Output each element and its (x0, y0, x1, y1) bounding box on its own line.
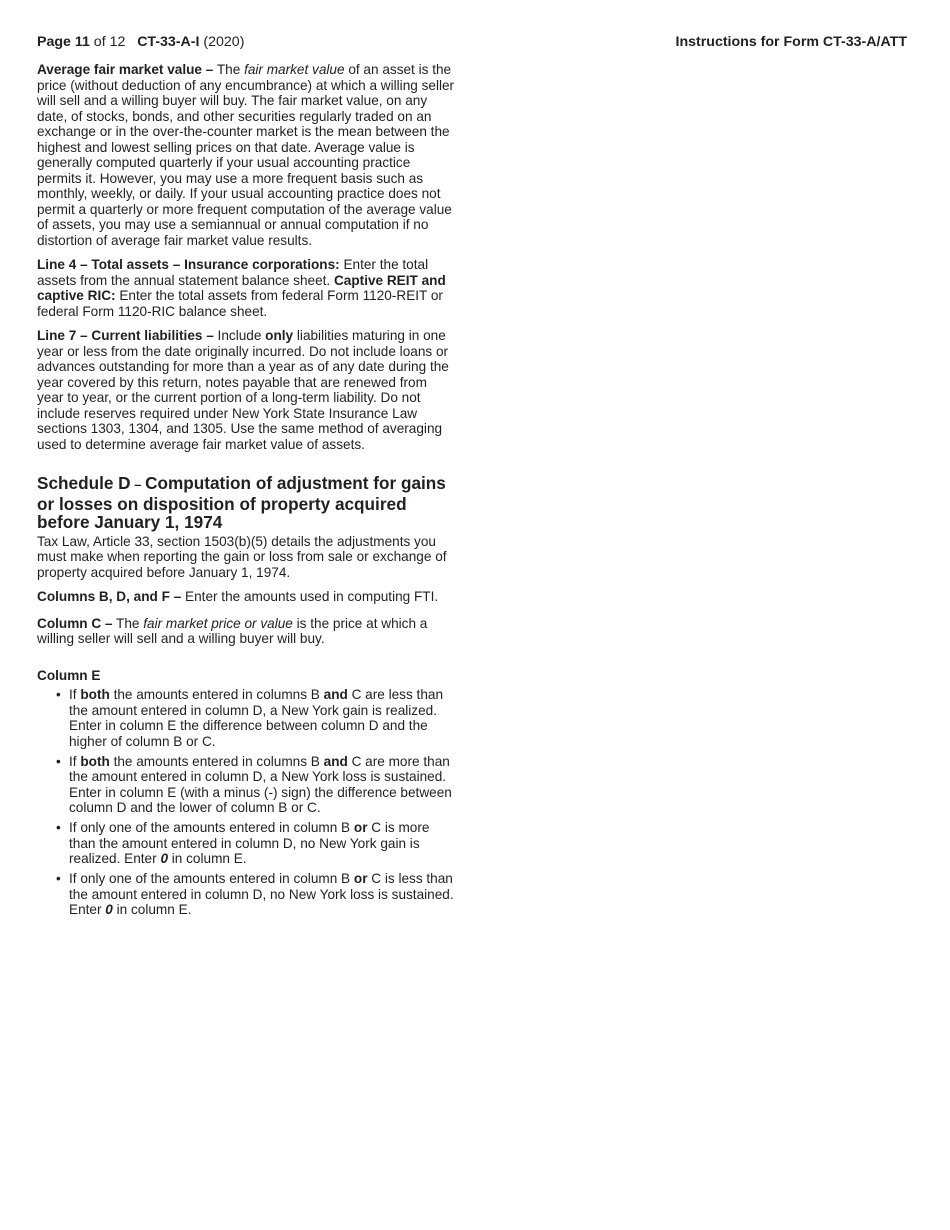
column-c-term: Column C – (37, 615, 113, 631)
document-title: Instructions for Form CT-33-A/ATT (675, 34, 907, 50)
item-text: in column E. (112, 902, 192, 917)
line7-paragraph (37, 328, 457, 452)
list-item (56, 687, 457, 749)
list-item (56, 871, 457, 918)
schedule-d-dash: – (130, 477, 146, 492)
item-text: If (69, 687, 81, 702)
page-info (37, 34, 244, 51)
item-zero: 0 (160, 851, 168, 866)
line4-captive-term: Captive REIT and captive RIC: (37, 272, 446, 303)
line7-only: only (265, 328, 294, 343)
avg-fmv-italic: fair market value (244, 62, 345, 77)
item-text: If only one of the amounts entered in column B (69, 820, 354, 835)
line7-text-1: Include (213, 328, 266, 343)
line7-term: Line 7 – Current liabilities – (37, 328, 214, 343)
item-emphasis: both (80, 687, 110, 702)
item-emphasis: both (80, 753, 110, 769)
column-e-list (37, 687, 457, 918)
columns-bdf-term: Columns B, D, and F – (37, 589, 182, 604)
item-emphasis: or (353, 820, 368, 835)
item-text: C are less than the amount entered in column D, a New York gain is realized. Enter in column E the difference between column D and the higher of column B or C. (69, 687, 444, 749)
bullet: • (56, 871, 61, 886)
avg-fmv-text-2: of an asset is the price (without deduction of any encumbrance) at which a willing seller will sell and a willing buyer will buy. The fair market value, on any date, of stocks, bonds, and other securities regularly traded on an exchange or in the over-the-counter market is the mean between the highest and lowest selling prices on that date. Average value is generally computed quarterly if your usual accounting practice permits it. However, you may use a more frequent basis such as monthly, weekly, or daily. If your usual accounting practice does not permit a quarterly or more frequent computation of the average value of assets, you may use a semiannual or annual computation if no distortion of average fair market value results. (37, 62, 455, 248)
item-emphasis: or (353, 871, 368, 886)
schedule-d-intro: Tax Law, Article 33, section 1503(b)(5) details the adjustments you must make when reporting the gain or loss from sale or exchange of property acquired before January 1, 1974. (37, 533, 447, 580)
line4-text-1: Enter the total assets from the annual statement balance sheet. (37, 257, 429, 288)
avg-fmv-text-1: The (213, 62, 245, 77)
column-c-text-1: The (112, 615, 144, 631)
column-c-italic: fair market price or value (143, 615, 293, 631)
list-item (56, 820, 457, 867)
bullet: • (56, 753, 61, 769)
line7-text-2: liabilities maturing in one year or less from the date originally incurred. Do not include loans or advances outstanding for more than a year as of any date during the year covered by this return, notes payable that are renewed from year to year, or the current portion of a long-term liability. Do not include reserves required under New York State Insurance Law sections 1303, 1304, and 1305. Use the same method of averaging used to determine average fair market value of assets. (37, 328, 449, 452)
item-zero: 0 (105, 902, 113, 917)
bullet: • (56, 687, 61, 702)
content-column (37, 62, 457, 922)
form-year: (2020) (199, 34, 245, 50)
column-e-heading: Column E (37, 667, 101, 683)
page-number: Page 11 (37, 34, 90, 50)
item-text: C are more than the amount entered in column D, a New York loss is sustained. Enter in column E (with a minus (-) sign) the difference between column D and the lower of column B or C. (69, 753, 452, 815)
item-emphasis: and (323, 687, 348, 702)
item-text: the amounts entered in columns B (109, 687, 324, 702)
item-text: If (69, 753, 81, 769)
line4-text-2: Enter the total assets from federal Form 1120-REIT or federal Form 1120-RIC balance sheet. (37, 288, 443, 319)
item-text: the amounts entered in columns B (109, 753, 324, 769)
columns-bdf-paragraph (37, 589, 457, 605)
column-c-text-2: is the price at which a willing seller will sell and a willing buyer will buy. (37, 615, 428, 646)
bullet: • (56, 820, 61, 835)
column-c-paragraph (37, 616, 457, 647)
columns-bdf-text: Enter the amounts used in computing FTI. (181, 589, 439, 604)
page-total: of 12 (89, 34, 126, 50)
item-text: C is more than the amount entered in column D, no New York gain is realized. Enter (69, 820, 430, 866)
item-text: If only one of the amounts entered in column B (69, 871, 354, 886)
schedule-d-title (37, 474, 457, 532)
avg-fmv-term: Average fair market value – (37, 62, 214, 77)
item-text: C is less than the amount entered in column D, no New York loss is sustained. Enter (69, 871, 454, 917)
line4-term: Line 4 – Total assets – Insurance corporations: (37, 257, 340, 272)
line4-paragraph (37, 257, 457, 319)
form-code: CT-33-A-I (137, 34, 200, 50)
avg-fmv-paragraph (37, 62, 457, 248)
item-text: in column E. (168, 851, 247, 866)
list-item (56, 753, 457, 816)
schedule-d-label: Schedule D (37, 473, 131, 493)
schedule-d-heading: Computation of adjustment for gains or losses on disposition of property acquired before January 1, 1974 (37, 473, 446, 532)
item-emphasis: and (323, 753, 348, 769)
